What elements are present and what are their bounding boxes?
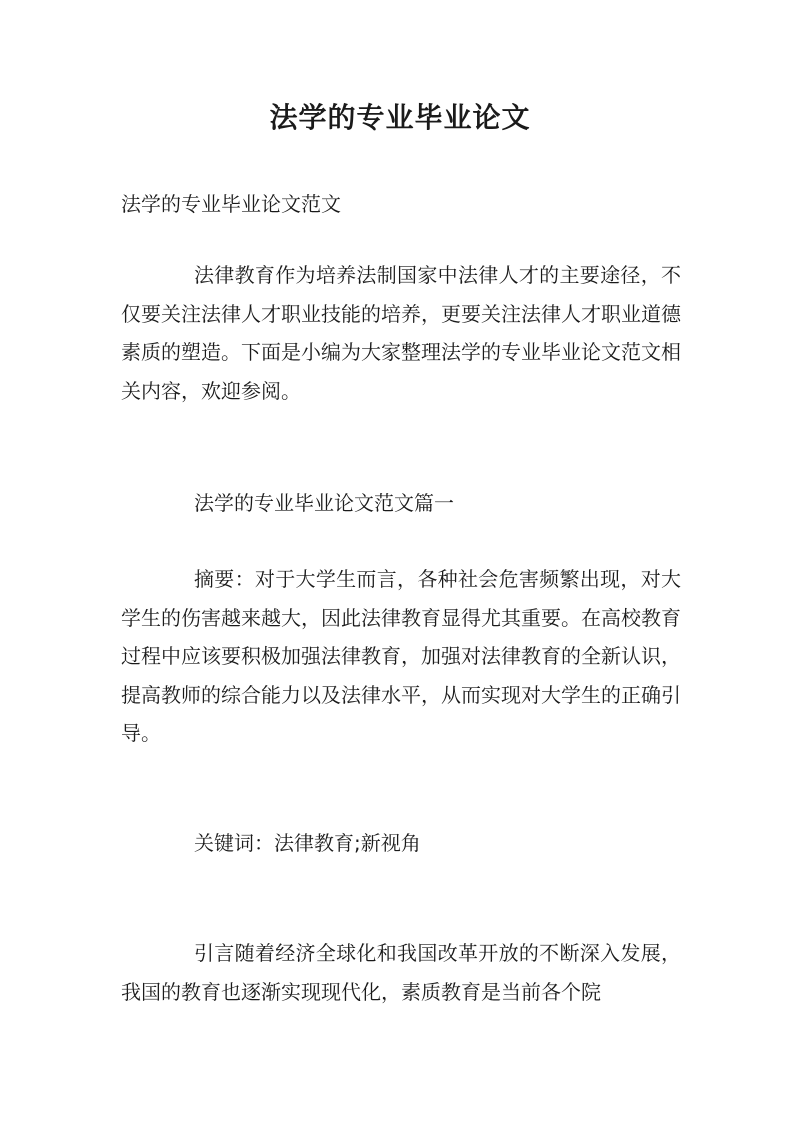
- document-title: 法学的专业毕业论文: [269, 101, 531, 134]
- section-heading: 法学的专业毕业论文范文篇一: [194, 491, 454, 515]
- abstract-paragraph: 摘要：对于大学生而言，各种社会危害频繁出现，对大学生的伤害越来越大，因此法律教育显得尤其重要。在高校教育过程中应该要积极加强法律教育，加强对法律教育的全新认识，提高教师的综合能力以及法律水平，从而实现对大学生的正确引导。: [121, 567, 681, 745]
- document-subtitle: 法学的专业毕业论文范文: [121, 192, 341, 216]
- keywords-line: 关键词：法律教育;新视角: [194, 831, 421, 855]
- intro-paragraph: 法律教育作为培养法制国家中法律人才的主要途径，不仅要关注法律人才职业技能的培养，更要关注法律人才职业道德素质的塑造。下面是小编为大家整理法学的专业毕业论文范文相关内容，欢迎参阅。: [121, 263, 681, 403]
- introduction-paragraph: 引言随着经济全球化和我国改革开放的不断深入发展，我国的教育也逐渐实现现代化，素质教育是当前各个院: [121, 941, 681, 1004]
